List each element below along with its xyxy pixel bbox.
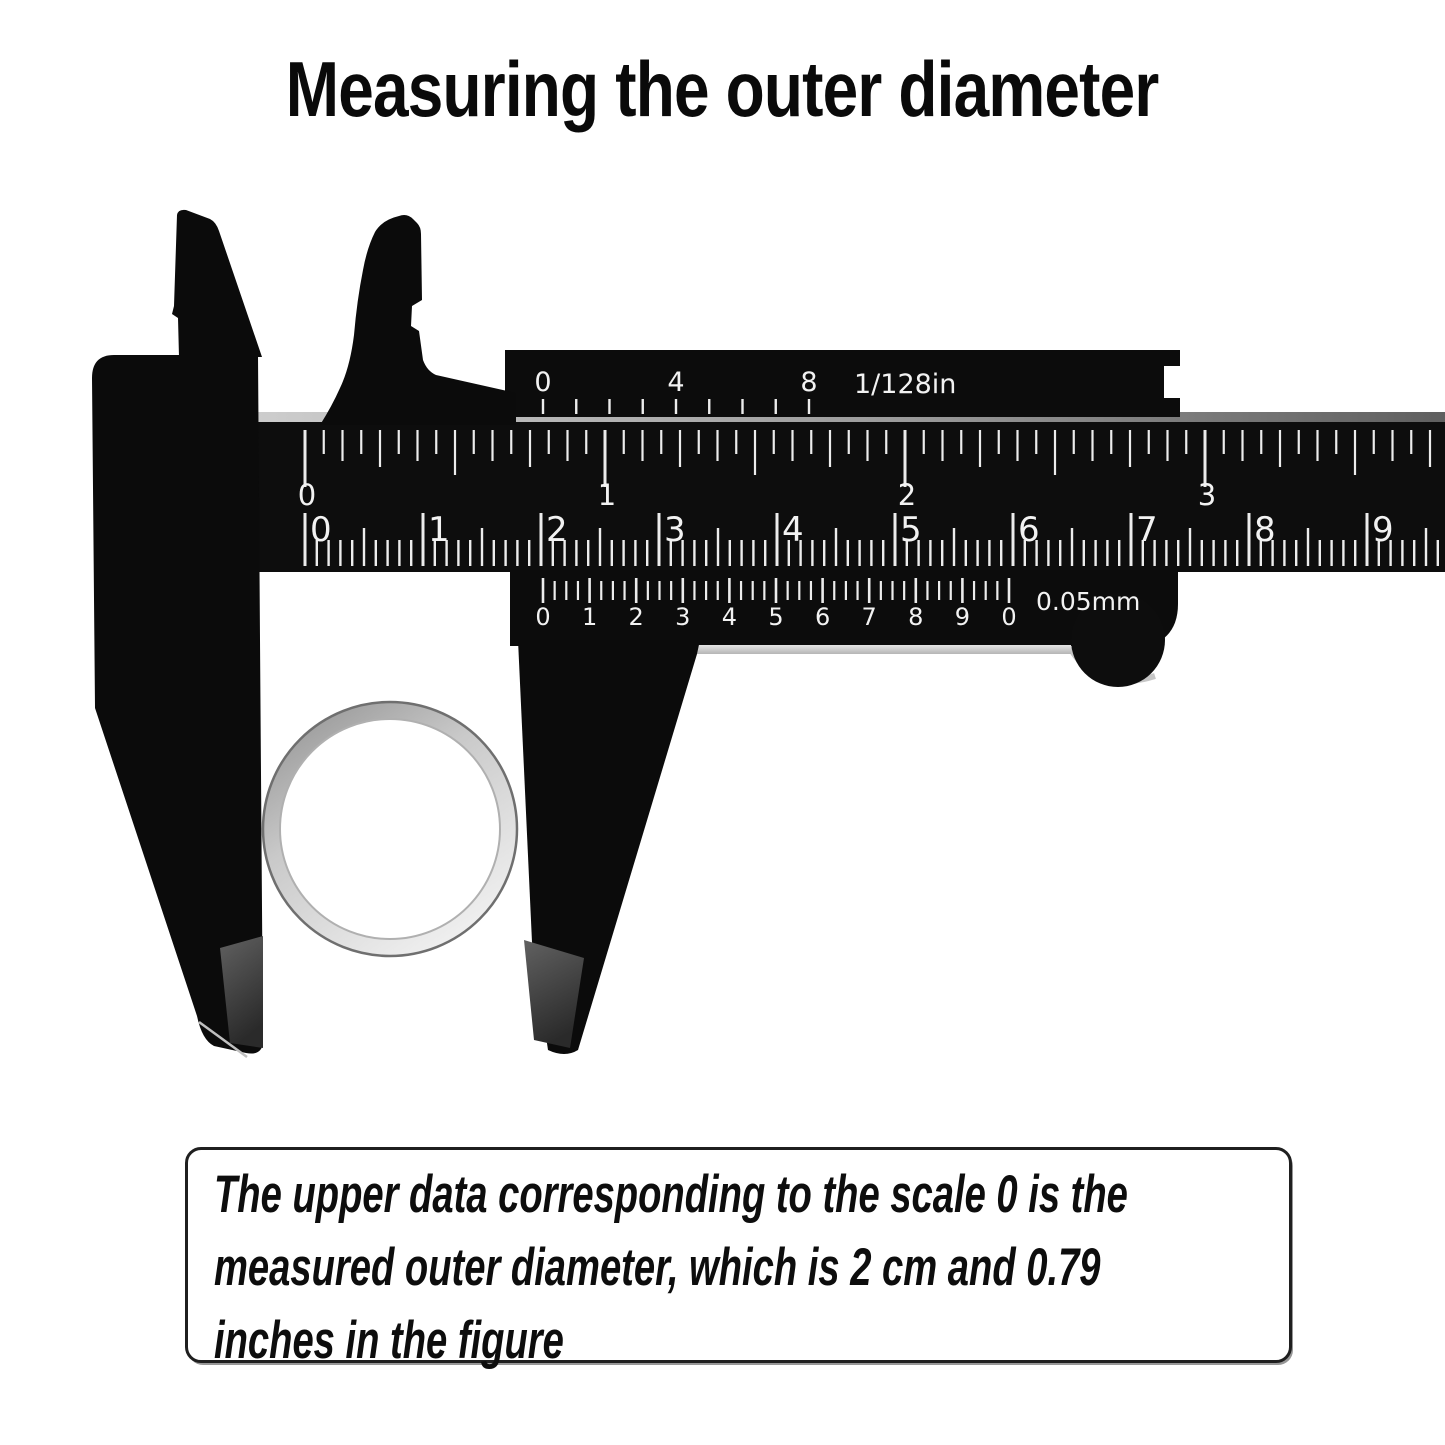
svg-text:4: 4 (667, 367, 685, 398)
caption-line-3-text: inches in the figure (214, 1311, 564, 1370)
svg-text:5: 5 (900, 510, 922, 550)
svg-text:8: 8 (1254, 510, 1276, 550)
caption-line-2-text: measured outer diameter, which is 2 cm and 0.79 (214, 1238, 1101, 1297)
slider-bottom-steel-edge (656, 645, 1071, 654)
svg-text:2: 2 (628, 603, 644, 631)
svg-text:6: 6 (1018, 510, 1040, 550)
caption-line (214, 1158, 1289, 1231)
svg-text:6: 6 (814, 603, 831, 631)
svg-text:4: 4 (721, 603, 738, 631)
inch-vernier-unit-label: 1/128in (854, 369, 957, 400)
movable-inside-jaw-prong (320, 215, 516, 425)
top-plate-notch (1164, 366, 1186, 398)
fixed-inside-jaw-prong (172, 210, 262, 357)
caption-line (214, 1304, 1289, 1377)
mm-vernier-unit-label: 0.05mm (1036, 587, 1141, 616)
page-title-text: Measuring the outer diameter (286, 45, 1159, 133)
caption-line (214, 1231, 1289, 1304)
svg-text:0: 0 (310, 510, 332, 550)
svg-text:5: 5 (768, 603, 784, 631)
svg-text:0: 0 (1001, 603, 1017, 631)
svg-text:4: 4 (782, 510, 804, 550)
measured-ring-inner (280, 719, 500, 939)
svg-text:2: 2 (546, 510, 568, 550)
caption-box (185, 1147, 1292, 1370)
svg-text:7: 7 (861, 603, 877, 631)
svg-text:9: 9 (954, 603, 971, 631)
svg-text:1: 1 (428, 510, 450, 550)
svg-text:0: 0 (534, 367, 552, 398)
svg-text:7: 7 (1136, 510, 1158, 550)
caption-line-1-text: The upper data corresponding to the scale 0 is the (214, 1165, 1128, 1224)
svg-text:2: 2 (897, 478, 917, 512)
svg-text:0: 0 (535, 603, 551, 631)
svg-text:0: 0 (297, 478, 317, 512)
svg-text:8: 8 (800, 367, 818, 398)
svg-text:3: 3 (675, 603, 691, 631)
svg-text:3: 3 (1197, 478, 1217, 512)
top-vernier-plate (505, 350, 1180, 417)
svg-text:3: 3 (664, 510, 686, 550)
svg-text:1: 1 (581, 603, 598, 631)
svg-text:8: 8 (908, 603, 924, 631)
svg-text:9: 9 (1372, 510, 1394, 550)
svg-text:1: 1 (597, 478, 617, 512)
